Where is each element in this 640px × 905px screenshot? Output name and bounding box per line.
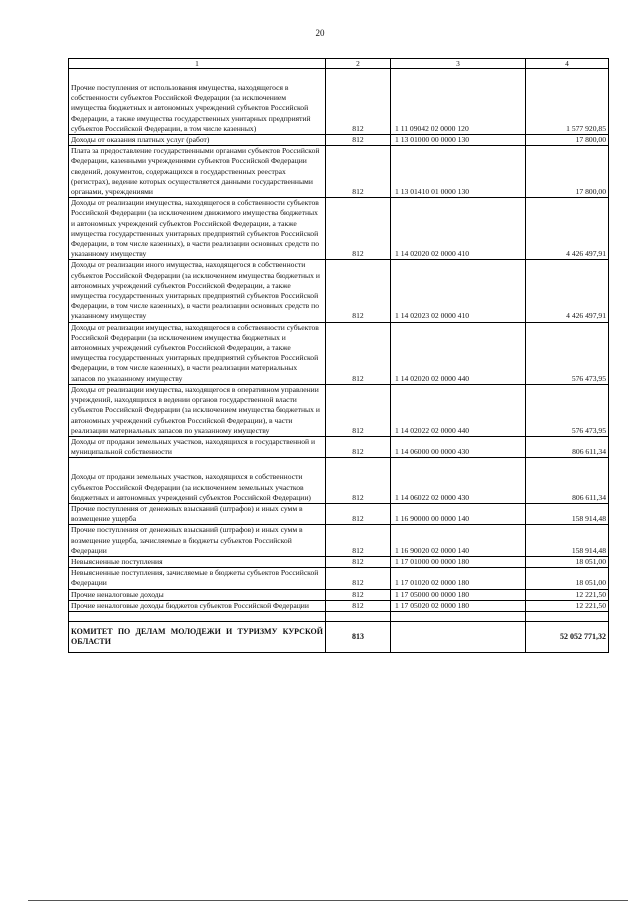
row-name: Невыясненные поступления	[69, 556, 326, 567]
row-name: Прочие поступления от денежных взысканий (штрафов) и иных сумм в возмещение ущерба, зачисляемые в бюджеты субъектов Российской Федерации	[69, 525, 326, 557]
committee-admin-code: 813	[326, 621, 391, 652]
row-admin-code: 812	[326, 198, 391, 260]
row-name: Прочие поступления от денежных взысканий (штрафов) и иных сумм в возмещение ущерба	[69, 503, 326, 524]
row-amount: 17 800,00	[526, 146, 609, 198]
row-admin-code: 812	[326, 556, 391, 567]
row-amount: 158 914,48	[526, 525, 609, 557]
row-amount: 1 577 920,85	[526, 69, 609, 135]
row-name: Доходы от продажи земельных участков, находящихся в государственной и муниципальной собственности	[69, 436, 326, 457]
column-header-3: 3	[391, 59, 526, 69]
row-budget-code: 1 14 02020 02 0000 410	[391, 198, 526, 260]
row-amount: 12 221,50	[526, 600, 609, 611]
table-row	[69, 436, 609, 457]
row-amount: 18 051,00	[526, 556, 609, 567]
row-budget-code: 1 17 01000 00 0000 180	[391, 556, 526, 567]
spacer-cell	[526, 611, 609, 621]
row-amount: 806 611,34	[526, 436, 609, 457]
row-admin-code: 812	[326, 260, 391, 322]
column-header-4: 4	[526, 59, 609, 69]
committee-total-row	[69, 621, 609, 652]
row-budget-code: 1 13 01410 01 0000 130	[391, 146, 526, 198]
row-admin-code: 812	[326, 600, 391, 611]
table-row	[69, 589, 609, 600]
row-budget-code: 1 16 90020 02 0000 140	[391, 525, 526, 557]
row-amount: 4 426 497,91	[526, 198, 609, 260]
table-row	[69, 135, 609, 146]
table-row	[69, 525, 609, 557]
row-name: Прочие поступления от использования имущества, находящегося в собственности субъектов Российской Федерации (за исключением имущества бюджетных и автономных учреждений субъектов Российской Федерации, а также имущества государственных унитарных предприятий субъектов Российской Федерации, в том числе казенных)	[69, 69, 326, 135]
row-amount: 4 426 497,91	[526, 260, 609, 322]
row-budget-code: 1 17 05000 00 0000 180	[391, 589, 526, 600]
row-amount: 576 473,95	[526, 322, 609, 384]
table-header-row	[69, 59, 609, 69]
row-name: Невыясненные поступления, зачисляемые в бюджеты субъектов Российской Федерации	[69, 568, 326, 589]
spacer-row	[69, 611, 609, 621]
table-row	[69, 146, 609, 198]
row-name: Доходы от реализации имущества, находящегося в оперативном управлении учреждений, находящихся в ведении органов государственной власти субъектов Российской Федерации (за исключением имущества бюджетных и автономных учреждений субъектов Российской Федерации), в части реализации материальных запасов по указанному имуществу	[69, 384, 326, 436]
row-budget-code: 1 14 02023 02 0000 410	[391, 260, 526, 322]
column-header-2: 2	[326, 59, 391, 69]
bottom-rule	[28, 900, 628, 901]
table-row	[69, 503, 609, 524]
row-name: Доходы от оказания платных услуг (работ)	[69, 135, 326, 146]
row-name: Плата за предоставление государственными органами субъектов Российской Федерации, казенными учреждениями субъектов Российской Федерации сведений, документов, содержащихся в государственных реестрах (регистрах), ведение которых осуществляется данными государственными органами, учреждениями	[69, 146, 326, 198]
row-name: Доходы от реализации имущества, находящегося в собственности субъектов Российской Федерации (за исключением имущества бюджетных и автономных учреждений субъектов Российской Федерации, а также имущества государственных унитарных предприятий субъектов Российской Федерации, в том числе казенных), в части реализации материальных запасов по указанному имуществу	[69, 322, 326, 384]
row-amount: 158 914,48	[526, 503, 609, 524]
row-amount: 12 221,50	[526, 589, 609, 600]
row-name: Доходы от реализации имущества, находящегося в собственности субъектов Российской Федерации (за исключением движимого имущества бюджетных и автономных учреждений субъектов Российской Федерации, а также имущества государственных унитарных предприятий субъектов Российской Федерации, в том числе казенных), в части реализации основных средств по указанному имуществу	[69, 198, 326, 260]
table-row	[69, 556, 609, 567]
row-name: Доходы от реализации иного имущества, находящегося в собственности субъектов Российской Федерации (за исключением имущества бюджетных и автономных учреждений субъектов Российской Федерации, а также имущества государственных унитарных предприятий субъектов Российской Федерации, в том числе казенных), в части реализации основных средств по указанному имуществу	[69, 260, 326, 322]
page-number: 20	[315, 28, 325, 38]
row-budget-code: 1 11 09042 02 0000 120	[391, 69, 526, 135]
row-budget-code: 1 14 02020 02 0000 440	[391, 322, 526, 384]
row-admin-code: 812	[326, 384, 391, 436]
row-admin-code: 812	[326, 322, 391, 384]
table-row	[69, 568, 609, 589]
row-admin-code: 812	[326, 525, 391, 557]
table-row	[69, 198, 609, 260]
table-row	[69, 384, 609, 436]
row-budget-code: 1 14 06000 00 0000 430	[391, 436, 526, 457]
row-admin-code: 812	[326, 436, 391, 457]
table-row	[69, 260, 609, 322]
row-budget-code: 1 14 06022 02 0000 430	[391, 458, 526, 504]
row-name: Прочие неналоговые доходы бюджетов субъектов Российской Федерации	[69, 600, 326, 611]
row-budget-code: 1 16 90000 00 0000 140	[391, 503, 526, 524]
table-row	[69, 69, 609, 135]
committee-total-amount: 52 052 771,32	[526, 621, 609, 652]
revenue-table	[68, 58, 609, 653]
spacer-cell	[326, 611, 391, 621]
row-name: Прочие неналоговые доходы	[69, 589, 326, 600]
row-amount: 17 800,00	[526, 135, 609, 146]
table-row	[69, 322, 609, 384]
row-amount: 806 611,34	[526, 458, 609, 504]
row-admin-code: 812	[326, 135, 391, 146]
table-row	[69, 600, 609, 611]
row-name: Доходы от продажи земельных участков, находящихся в собственности субъектов Российской Федерации (за исключением земельных участков бюджетных и автономных учреждений субъектов Российской Федерации)	[69, 458, 326, 504]
row-admin-code: 812	[326, 69, 391, 135]
spacer-cell	[391, 611, 526, 621]
row-admin-code: 812	[326, 458, 391, 504]
row-admin-code: 812	[326, 503, 391, 524]
row-admin-code: 812	[326, 146, 391, 198]
row-budget-code: 1 13 01000 00 0000 130	[391, 135, 526, 146]
row-budget-code: 1 17 01020 02 0000 180	[391, 568, 526, 589]
row-amount: 576 473,95	[526, 384, 609, 436]
row-budget-code: 1 17 05020 02 0000 180	[391, 600, 526, 611]
committee-name: КОМИТЕТ ПО ДЕЛАМ МОЛОДЕЖИ И ТУРИЗМУ КУРСКОЙ ОБЛАСТИ	[69, 621, 326, 652]
row-admin-code: 812	[326, 589, 391, 600]
row-amount: 18 051,00	[526, 568, 609, 589]
row-budget-code: 1 14 02022 02 0000 440	[391, 384, 526, 436]
table-row	[69, 458, 609, 504]
row-admin-code: 812	[326, 568, 391, 589]
spacer-cell	[69, 611, 326, 621]
committee-budget-code	[391, 621, 526, 652]
column-header-1: 1	[69, 59, 326, 69]
